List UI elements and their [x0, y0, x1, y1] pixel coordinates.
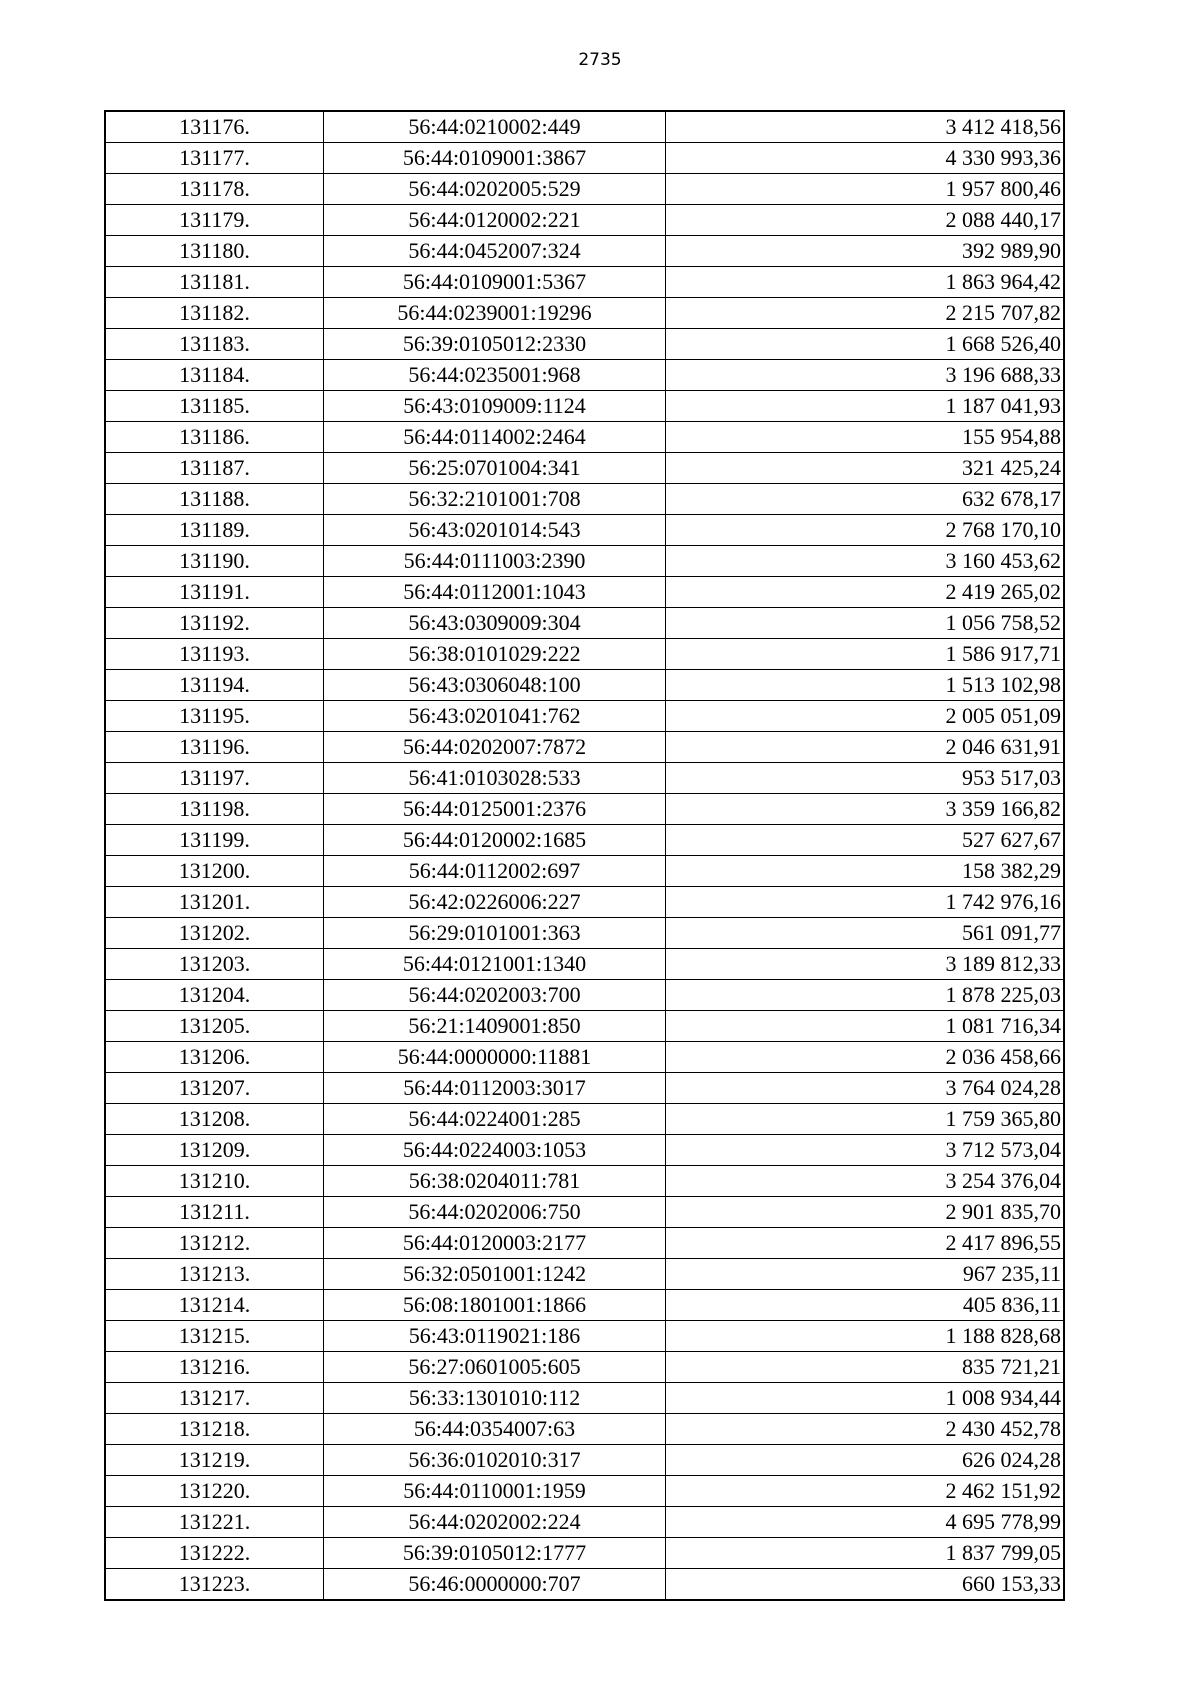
cadastral-number-cell: 56:44:0202006:750: [324, 1197, 666, 1228]
table-row: [105, 298, 1064, 329]
cadastral-number-cell: 56:44:0000000:11881: [324, 1042, 666, 1073]
cadastral-number-cell: 56:44:0224001:285: [324, 1104, 666, 1135]
row-number-cell: 131181.: [105, 267, 324, 298]
table-row: [105, 1042, 1064, 1073]
row-number-cell: 131183.: [105, 329, 324, 360]
table-row: [105, 1104, 1064, 1135]
table-row: [105, 701, 1064, 732]
page-number: 2735: [578, 50, 622, 70]
cadastral-value-cell: 1 187 041,93: [666, 391, 1065, 422]
cadastral-value-cell: 405 836,11: [666, 1290, 1065, 1321]
cadastral-number-cell: 56:44:0202005:529: [324, 174, 666, 205]
row-number-cell: 131202.: [105, 918, 324, 949]
cadastral-value-cell: 3 712 573,04: [666, 1135, 1065, 1166]
table-row: [105, 1011, 1064, 1042]
row-number-cell: 131216.: [105, 1352, 324, 1383]
cadastral-value-cell: 2 215 707,82: [666, 298, 1065, 329]
cadastral-value-cell: 1 742 976,16: [666, 887, 1065, 918]
table-row: [105, 608, 1064, 639]
table-row: [105, 825, 1064, 856]
cadastral-value-cell: 2 768 170,10: [666, 515, 1065, 546]
row-number-cell: 131184.: [105, 360, 324, 391]
cadastral-number-cell: 56:27:0601005:605: [324, 1352, 666, 1383]
cadastral-value-cell: 2 417 896,55: [666, 1228, 1065, 1259]
cadastral-value-cell: 1 668 526,40: [666, 329, 1065, 360]
row-number-cell: 131186.: [105, 422, 324, 453]
cadastral-number-cell: 56:44:0210002:449: [324, 111, 666, 143]
cadastral-number-cell: 56:44:0112003:3017: [324, 1073, 666, 1104]
cadastral-value-cell: 3 160 453,62: [666, 546, 1065, 577]
cadastral-value-cell: 1 513 102,98: [666, 670, 1065, 701]
row-number-cell: 131179.: [105, 205, 324, 236]
cadastral-value-cell: 967 235,11: [666, 1259, 1065, 1290]
table-row: [105, 143, 1064, 174]
cadastral-value-cell: 1 759 365,80: [666, 1104, 1065, 1135]
table-row: [105, 639, 1064, 670]
table-row: [105, 577, 1064, 608]
cadastral-number-cell: 56:44:0109001:3867: [324, 143, 666, 174]
table-row: [105, 422, 1064, 453]
table-row: [105, 1321, 1064, 1352]
table-row: [105, 670, 1064, 701]
table-row: [105, 732, 1064, 763]
cadastral-value-cell: 835 721,21: [666, 1352, 1065, 1383]
row-number-cell: 131192.: [105, 608, 324, 639]
row-number-cell: 131187.: [105, 453, 324, 484]
row-number-cell: 131204.: [105, 980, 324, 1011]
row-number-cell: 131211.: [105, 1197, 324, 1228]
cadastral-value-cell: 3 412 418,56: [666, 111, 1065, 143]
cadastral-value-cell: 3 359 166,82: [666, 794, 1065, 825]
row-number-cell: 131215.: [105, 1321, 324, 1352]
cadastral-number-cell: 56:44:0224003:1053: [324, 1135, 666, 1166]
row-number-cell: 131206.: [105, 1042, 324, 1073]
cadastral-number-cell: 56:44:0120002:221: [324, 205, 666, 236]
row-number-cell: 131193.: [105, 639, 324, 670]
cadastral-value-cell: 3 189 812,33: [666, 949, 1065, 980]
row-number-cell: 131200.: [105, 856, 324, 887]
cadastral-value-cell: 3 196 688,33: [666, 360, 1065, 391]
table-row: [105, 1259, 1064, 1290]
table-row: [105, 887, 1064, 918]
table-row: [105, 1445, 1064, 1476]
cadastral-number-cell: 56:25:0701004:341: [324, 453, 666, 484]
cadastral-value-cell: 2 430 452,78: [666, 1414, 1065, 1445]
row-number-cell: 131199.: [105, 825, 324, 856]
cadastral-number-cell: 56:44:0202007:7872: [324, 732, 666, 763]
row-number-cell: 131180.: [105, 236, 324, 267]
cadastral-number-cell: 56:43:0201041:762: [324, 701, 666, 732]
row-number-cell: 131221.: [105, 1507, 324, 1538]
cadastral-value-cell: 321 425,24: [666, 453, 1065, 484]
cadastral-value-cell: 4 330 993,36: [666, 143, 1065, 174]
cadastral-value-cell: 953 517,03: [666, 763, 1065, 794]
cadastral-number-cell: 56:08:1801001:1866: [324, 1290, 666, 1321]
cadastral-value-cell: 2 462 151,92: [666, 1476, 1065, 1507]
cadastral-number-cell: 56:43:0109009:1124: [324, 391, 666, 422]
row-number-cell: 131218.: [105, 1414, 324, 1445]
cadastral-value-cell: 1 081 716,34: [666, 1011, 1065, 1042]
cadastral-number-cell: 56:44:0120002:1685: [324, 825, 666, 856]
cadastral-number-cell: 56:42:0226006:227: [324, 887, 666, 918]
cadastral-value-cell: 561 091,77: [666, 918, 1065, 949]
cadastral-number-cell: 56:29:0101001:363: [324, 918, 666, 949]
table-row: [105, 856, 1064, 887]
table-row: [105, 236, 1064, 267]
cadastral-value-cell: 3 764 024,28: [666, 1073, 1065, 1104]
cadastral-number-cell: 56:32:2101001:708: [324, 484, 666, 515]
cadastral-value-cell: 2 901 835,70: [666, 1197, 1065, 1228]
cadastral-value-cell: 2 419 265,02: [666, 577, 1065, 608]
table-row: [105, 949, 1064, 980]
table-row: [105, 1538, 1064, 1569]
cadastral-value-cell: 1 008 934,44: [666, 1383, 1065, 1414]
table-row: [105, 111, 1064, 143]
table-row: [105, 1073, 1064, 1104]
row-number-cell: 131209.: [105, 1135, 324, 1166]
row-number-cell: 131196.: [105, 732, 324, 763]
table-row: [105, 1476, 1064, 1507]
cadastral-number-cell: 56:38:0204011:781: [324, 1166, 666, 1197]
cadastral-number-cell: 56:44:0235001:968: [324, 360, 666, 391]
row-number-cell: 131208.: [105, 1104, 324, 1135]
cadastral-value-cell: 2 088 440,17: [666, 205, 1065, 236]
cadastral-number-cell: 56:38:0101029:222: [324, 639, 666, 670]
table-row: [105, 1290, 1064, 1321]
row-number-cell: 131194.: [105, 670, 324, 701]
table-row: [105, 1135, 1064, 1166]
cadastral-number-cell: 56:43:0201014:543: [324, 515, 666, 546]
table-row: [105, 918, 1064, 949]
cadastral-value-cell: 3 254 376,04: [666, 1166, 1065, 1197]
cadastral-value-cell: 392 989,90: [666, 236, 1065, 267]
cadastral-number-cell: 56:39:0105012:1777: [324, 1538, 666, 1569]
row-number-cell: 131201.: [105, 887, 324, 918]
table-row: [105, 1166, 1064, 1197]
cadastral-value-table: [104, 110, 1065, 1601]
cadastral-number-cell: 56:36:0102010:317: [324, 1445, 666, 1476]
cadastral-value-cell: 1 586 917,71: [666, 639, 1065, 670]
cadastral-number-cell: 56:44:0110001:1959: [324, 1476, 666, 1507]
cadastral-value-cell: 1 878 225,03: [666, 980, 1065, 1011]
cadastral-number-cell: 56:21:1409001:850: [324, 1011, 666, 1042]
table-row: [105, 391, 1064, 422]
cadastral-value-cell: 1 056 758,52: [666, 608, 1065, 639]
cadastral-value-cell: 660 153,33: [666, 1569, 1065, 1601]
cadastral-value-cell: 2 046 631,91: [666, 732, 1065, 763]
cadastral-value-cell: 632 678,17: [666, 484, 1065, 515]
table-row: [105, 1414, 1064, 1445]
row-number-cell: 131198.: [105, 794, 324, 825]
table-row: [105, 1569, 1064, 1601]
cadastral-number-cell: 56:44:0202002:224: [324, 1507, 666, 1538]
row-number-cell: 131217.: [105, 1383, 324, 1414]
table-row: [105, 267, 1064, 298]
cadastral-value-cell: 1 863 964,42: [666, 267, 1065, 298]
cadastral-value-cell: 1 188 828,68: [666, 1321, 1065, 1352]
cadastral-number-cell: 56:39:0105012:2330: [324, 329, 666, 360]
row-number-cell: 131176.: [105, 111, 324, 143]
row-number-cell: 131223.: [105, 1569, 324, 1601]
row-number-cell: 131182.: [105, 298, 324, 329]
table-row: [105, 980, 1064, 1011]
cadastral-number-cell: 56:44:0125001:2376: [324, 794, 666, 825]
table-row: [105, 1383, 1064, 1414]
cadastral-number-cell: 56:44:0354007:63: [324, 1414, 666, 1445]
row-number-cell: 131188.: [105, 484, 324, 515]
cadastral-value-cell: 1 837 799,05: [666, 1538, 1065, 1569]
table-body: [105, 111, 1064, 1600]
cadastral-value-cell: 527 627,67: [666, 825, 1065, 856]
cadastral-number-cell: 56:44:0452007:324: [324, 236, 666, 267]
cadastral-number-cell: 56:43:0306048:100: [324, 670, 666, 701]
table-row: [105, 484, 1064, 515]
cadastral-number-cell: 56:44:0202003:700: [324, 980, 666, 1011]
row-number-cell: 131191.: [105, 577, 324, 608]
table-row: [105, 515, 1064, 546]
cadastral-value-cell: 4 695 778,99: [666, 1507, 1065, 1538]
cadastral-value-cell: 2 005 051,09: [666, 701, 1065, 732]
cadastral-number-cell: 56:46:0000000:707: [324, 1569, 666, 1601]
row-number-cell: 131203.: [105, 949, 324, 980]
row-number-cell: 131177.: [105, 143, 324, 174]
cadastral-number-cell: 56:44:0114002:2464: [324, 422, 666, 453]
row-number-cell: 131185.: [105, 391, 324, 422]
cadastral-value-cell: 2 036 458,66: [666, 1042, 1065, 1073]
row-number-cell: 131210.: [105, 1166, 324, 1197]
cadastral-number-cell: 56:44:0112001:1043: [324, 577, 666, 608]
cadastral-number-cell: 56:33:1301010:112: [324, 1383, 666, 1414]
row-number-cell: 131212.: [105, 1228, 324, 1259]
cadastral-number-cell: 56:32:0501001:1242: [324, 1259, 666, 1290]
table-row: [105, 329, 1064, 360]
table-row: [105, 763, 1064, 794]
table-row: [105, 453, 1064, 484]
table-row: [105, 360, 1064, 391]
row-number-cell: 131207.: [105, 1073, 324, 1104]
table-row: [105, 546, 1064, 577]
cadastral-number-cell: 56:44:0239001:19296: [324, 298, 666, 329]
table-row: [105, 174, 1064, 205]
cadastral-value-cell: 1 957 800,46: [666, 174, 1065, 205]
cadastral-number-cell: 56:44:0120003:2177: [324, 1228, 666, 1259]
row-number-cell: 131219.: [105, 1445, 324, 1476]
row-number-cell: 131222.: [105, 1538, 324, 1569]
row-number-cell: 131195.: [105, 701, 324, 732]
cadastral-number-cell: 56:41:0103028:533: [324, 763, 666, 794]
row-number-cell: 131214.: [105, 1290, 324, 1321]
table-row: [105, 205, 1064, 236]
cadastral-number-cell: 56:44:0121001:1340: [324, 949, 666, 980]
cadastral-value-cell: 158 382,29: [666, 856, 1065, 887]
row-number-cell: 131213.: [105, 1259, 324, 1290]
table-row: [105, 1352, 1064, 1383]
row-number-cell: 131220.: [105, 1476, 324, 1507]
table-row: [105, 1507, 1064, 1538]
table-row: [105, 794, 1064, 825]
cadastral-number-cell: 56:44:0111003:2390: [324, 546, 666, 577]
row-number-cell: 131197.: [105, 763, 324, 794]
row-number-cell: 131205.: [105, 1011, 324, 1042]
cadastral-number-cell: 56:44:0112002:697: [324, 856, 666, 887]
row-number-cell: 131189.: [105, 515, 324, 546]
row-number-cell: 131178.: [105, 174, 324, 205]
cadastral-number-cell: 56:44:0109001:5367: [324, 267, 666, 298]
row-number-cell: 131190.: [105, 546, 324, 577]
table-row: [105, 1228, 1064, 1259]
cadastral-number-cell: 56:43:0309009:304: [324, 608, 666, 639]
cadastral-number-cell: 56:43:0119021:186: [324, 1321, 666, 1352]
cadastral-value-cell: 626 024,28: [666, 1445, 1065, 1476]
cadastral-value-cell: 155 954,88: [666, 422, 1065, 453]
table-row: [105, 1197, 1064, 1228]
